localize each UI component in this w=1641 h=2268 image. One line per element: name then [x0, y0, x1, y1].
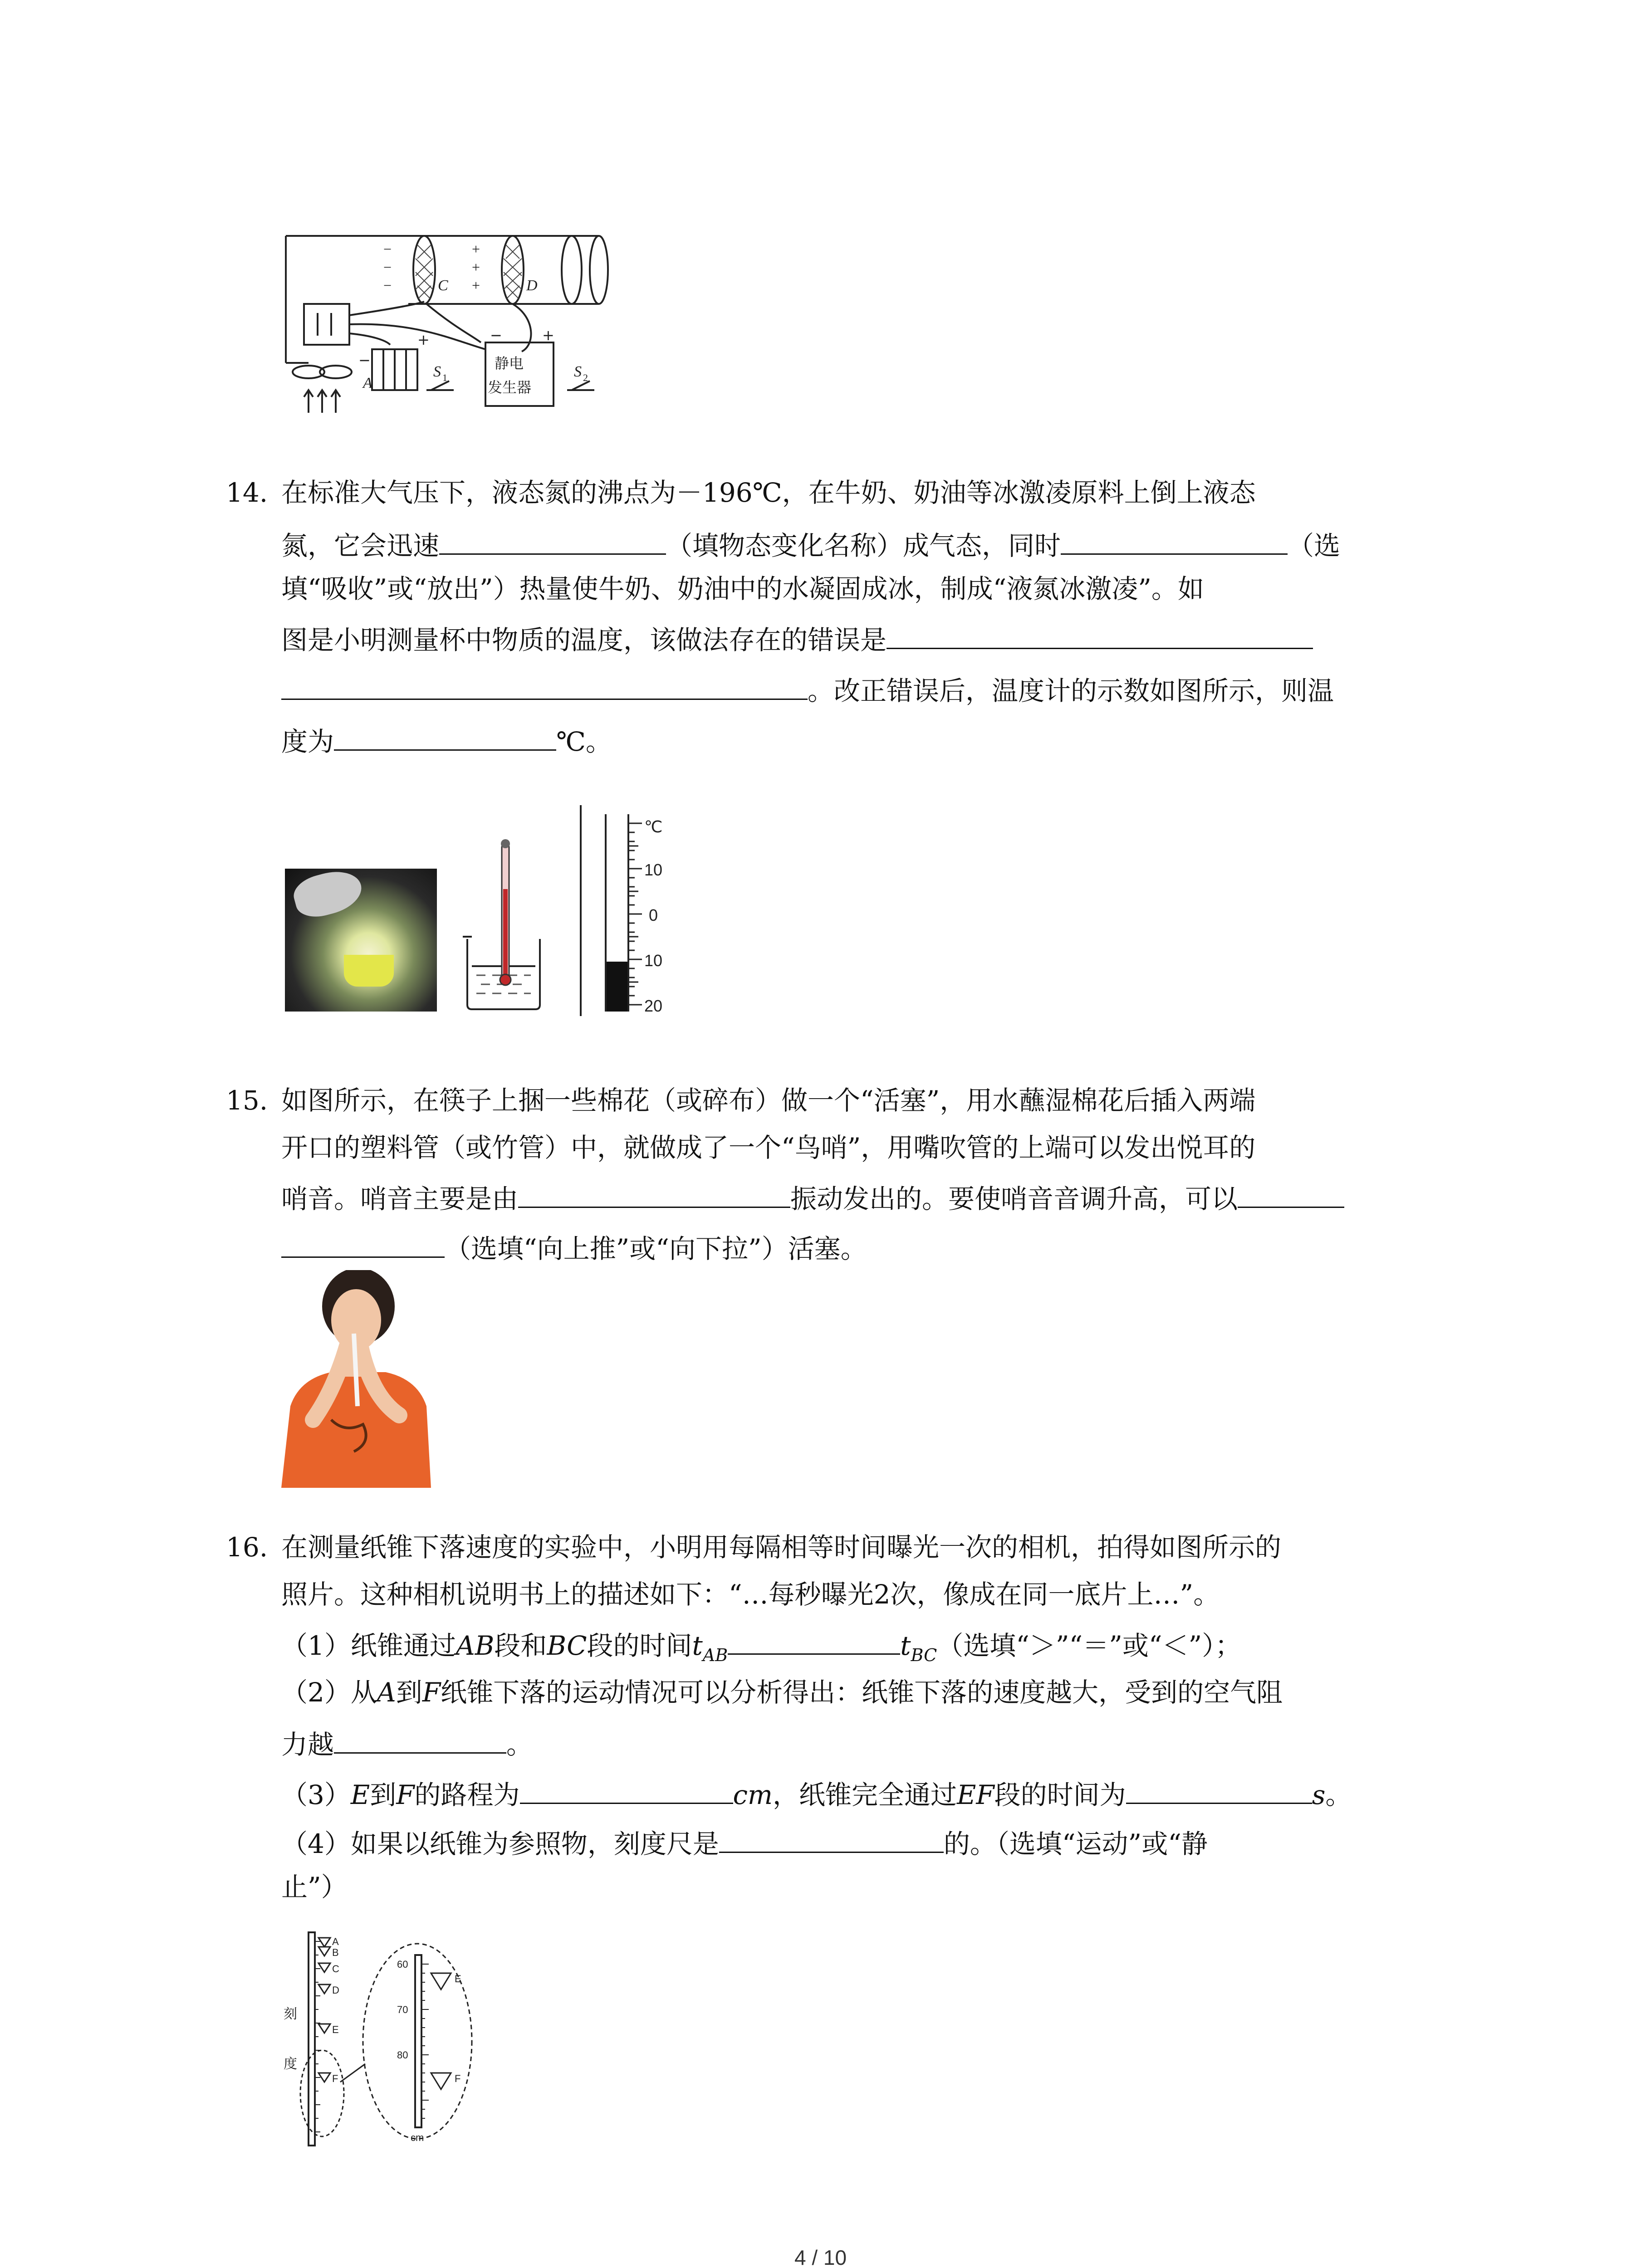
gen-minus: −: [490, 327, 502, 344]
label-s1: S: [433, 363, 441, 380]
tick-label: 0: [649, 906, 658, 924]
time-symbol: t: [692, 1630, 703, 1661]
ruler-label-a: A: [332, 1936, 339, 1947]
answer-blank[interactable]: [439, 525, 666, 555]
cup-shape: [344, 955, 394, 987]
point-e: E: [350, 1779, 370, 1810]
svg-text:+: +: [472, 241, 480, 257]
answer-blank[interactable]: [334, 1724, 506, 1754]
q14-line-6: [281, 721, 612, 758]
q14-line-2: [281, 525, 1340, 562]
q16-text: 的。（选填“运动”或“静: [943, 1828, 1208, 1859]
q14-line-1: 在标准大气压下，液态氮的沸点为－196℃，在牛奶、奶油等冰激凌原料上倒上液态: [281, 477, 1256, 508]
time-symbol: t: [900, 1630, 911, 1661]
unit-cm: cm: [733, 1779, 773, 1810]
ruler-diagram: [277, 1928, 504, 2155]
q16-text: 的路程为: [414, 1779, 520, 1810]
answer-blank[interactable]: [887, 620, 1313, 649]
zoom-tick-80: 80: [397, 2049, 408, 2061]
q14-line-4: [281, 620, 1313, 656]
time-subscript: BC: [911, 1645, 937, 1665]
answer-blank[interactable]: [728, 1625, 900, 1655]
batt-plus: +: [417, 331, 430, 348]
answer-blank[interactable]: [518, 1178, 790, 1208]
q14-text: ℃。: [556, 726, 612, 757]
q16-text: 到: [396, 1677, 422, 1708]
q16-text: 力越: [281, 1729, 334, 1760]
q16-text: 。: [506, 1729, 533, 1760]
q16-text: （2）从: [281, 1677, 377, 1708]
answer-blank[interactable]: [1126, 1774, 1312, 1804]
ruler-label-c: C: [332, 1963, 339, 1975]
q14-text: 氮，它会迅速: [281, 530, 440, 561]
time-subscript: AB: [702, 1645, 728, 1665]
tick-label: 20: [644, 997, 663, 1015]
q16-part-4-cont: 止”）: [281, 1872, 348, 1902]
q15-line-3: [281, 1178, 1344, 1215]
q16-line-2: 照片。这种相机说明书上的描述如下：“…每秒曝光2次，像成在同一底片上…”。: [281, 1579, 1220, 1610]
whistle-girl-photo: [281, 1270, 431, 1488]
zoom-label-e: E: [455, 1973, 461, 1984]
segment-ef: EF: [957, 1779, 994, 1810]
label-c: C: [438, 277, 448, 294]
q16-text: （选填“＞”“＝”或“＜”）；: [937, 1630, 1242, 1661]
q16-part-2-cont: [281, 1724, 533, 1761]
answer-blank[interactable]: [281, 1228, 445, 1258]
answer-blank[interactable]: [1061, 525, 1288, 555]
segment-bc: BC: [547, 1630, 587, 1661]
ruler-label-d: D: [332, 1984, 339, 1996]
question-number: 14.: [226, 477, 268, 508]
zoom-unit-cm: cm: [411, 2132, 424, 2143]
generator-label-2: 发生器: [488, 379, 532, 396]
batt-minus: −: [358, 352, 371, 369]
q14-text: 度为: [281, 726, 334, 757]
minus-signs: −: [383, 241, 392, 257]
gen-plus: +: [542, 327, 554, 344]
q16-text: 纸锥下落的运动情况可以分析得出：纸锥下落的速度越大，受到的空气阻: [441, 1677, 1283, 1708]
q16-text: 段和: [494, 1630, 547, 1661]
q15-line-1: 如图所示，在筷子上捆一些棉花（或碎布）做一个“活塞”，用水蘸湿棉花后插入两端: [281, 1085, 1256, 1116]
q14-text: （选: [1288, 530, 1341, 561]
segment-ab: AB: [456, 1630, 495, 1661]
zoom-tick-70: 70: [397, 2004, 408, 2015]
svg-text:+: +: [472, 277, 480, 293]
thermometer-scale-figure: [576, 805, 694, 1018]
answer-blank[interactable]: [281, 670, 808, 700]
q16-part-2: [281, 1676, 1283, 1709]
q16-text: 段的时间: [587, 1630, 692, 1661]
page-number: 4 / 10: [794, 2246, 847, 2268]
q14-text: （填物态变化名称）成气态，同时: [666, 530, 1061, 561]
q15-line-4: [281, 1228, 867, 1265]
ruler-ke: 刻: [284, 2006, 297, 2022]
svg-text:+: +: [472, 259, 480, 275]
ruler-label-e: E: [332, 2024, 339, 2035]
answer-blank[interactable]: [520, 1774, 733, 1804]
beaker-thermometer-figure: [458, 835, 549, 1016]
thermometer-scale: [576, 805, 694, 1018]
q14-line-5: [281, 670, 1334, 707]
q16-part-3: [281, 1774, 1352, 1811]
svg-text:−: −: [383, 259, 392, 275]
ruler-label-b: B: [332, 1947, 339, 1958]
question-number: 15.: [226, 1085, 268, 1116]
girl-illustration: [281, 1270, 431, 1488]
label-a: A: [363, 375, 372, 391]
q15-line-2: 开口的塑料管（或竹管）中，就做成了一个“鸟哨”，用嘴吹管的上端可以发出悦耳的: [281, 1132, 1256, 1163]
q15-text: （选填“向上推”或“向下拉”）活塞。: [445, 1233, 867, 1264]
point-f: F: [396, 1779, 415, 1810]
answer-blank[interactable]: [334, 721, 556, 751]
q16-text: （1）纸锥通过: [281, 1630, 456, 1661]
tick-label: 10: [644, 951, 663, 970]
unit-s: s: [1312, 1779, 1326, 1810]
q16-part-4: [281, 1823, 1208, 1860]
circuit-diagram: [281, 227, 626, 417]
q14-text: 。改正错误后，温度计的示数如图所示，则温: [808, 675, 1334, 706]
label-d: D: [526, 277, 538, 294]
nitrogen-pot-shape: [290, 865, 366, 922]
ruler-du: 度: [284, 2056, 297, 2072]
q14-line-3: 填“吸收”或“放出”）热量使牛奶、奶油中的水凝固成冰，制成“液氮冰激凌”。如: [281, 573, 1204, 604]
q15-text: 振动发出的。要使哨音音调升高，可以: [790, 1183, 1238, 1214]
tick-label: 10: [644, 860, 663, 879]
svg-text:−: −: [383, 277, 392, 293]
q16-text: （3）: [281, 1779, 351, 1810]
answer-blank[interactable]: [1238, 1178, 1344, 1208]
label-s2: S: [574, 363, 582, 380]
point-f: F: [422, 1677, 441, 1708]
q16-text: 到: [370, 1779, 397, 1810]
q16-text: ，纸锥完全通过: [773, 1779, 957, 1810]
point-a: A: [377, 1677, 396, 1708]
tick-unit: ℃: [644, 817, 663, 836]
answer-blank[interactable]: [719, 1823, 944, 1853]
q16-text: （4）如果以纸锥为参照物，刻度尺是: [281, 1828, 719, 1859]
q14-text: 图是小明测量杯中物质的温度，该做法存在的错误是: [281, 625, 887, 655]
generator-label-1: 静电: [495, 355, 524, 372]
ruler-label-f: F: [332, 2073, 338, 2084]
circuit-figure: [281, 227, 626, 417]
label-s1-sub: 1: [442, 372, 447, 383]
q15-text: 哨音。哨音主要是由: [281, 1183, 519, 1214]
q16-line-1: 在测量纸锥下落速度的实验中，小明用每隔相等时间曝光一次的相机，拍得如图所示的: [281, 1532, 1282, 1563]
q16-part-1: [281, 1625, 1241, 1672]
falling-cone-figure: [277, 1928, 504, 2155]
zoom-tick-60: 60: [397, 1959, 408, 1970]
ice-cream-photo: [285, 869, 437, 1012]
q16-text: 段的时间为: [994, 1779, 1126, 1810]
question-number: 16.: [226, 1532, 268, 1563]
q16-text: 。: [1325, 1779, 1352, 1810]
label-s2-sub: 2: [583, 372, 588, 383]
beaker-diagram: [458, 835, 549, 1016]
zoom-label-f: F: [455, 2073, 461, 2084]
